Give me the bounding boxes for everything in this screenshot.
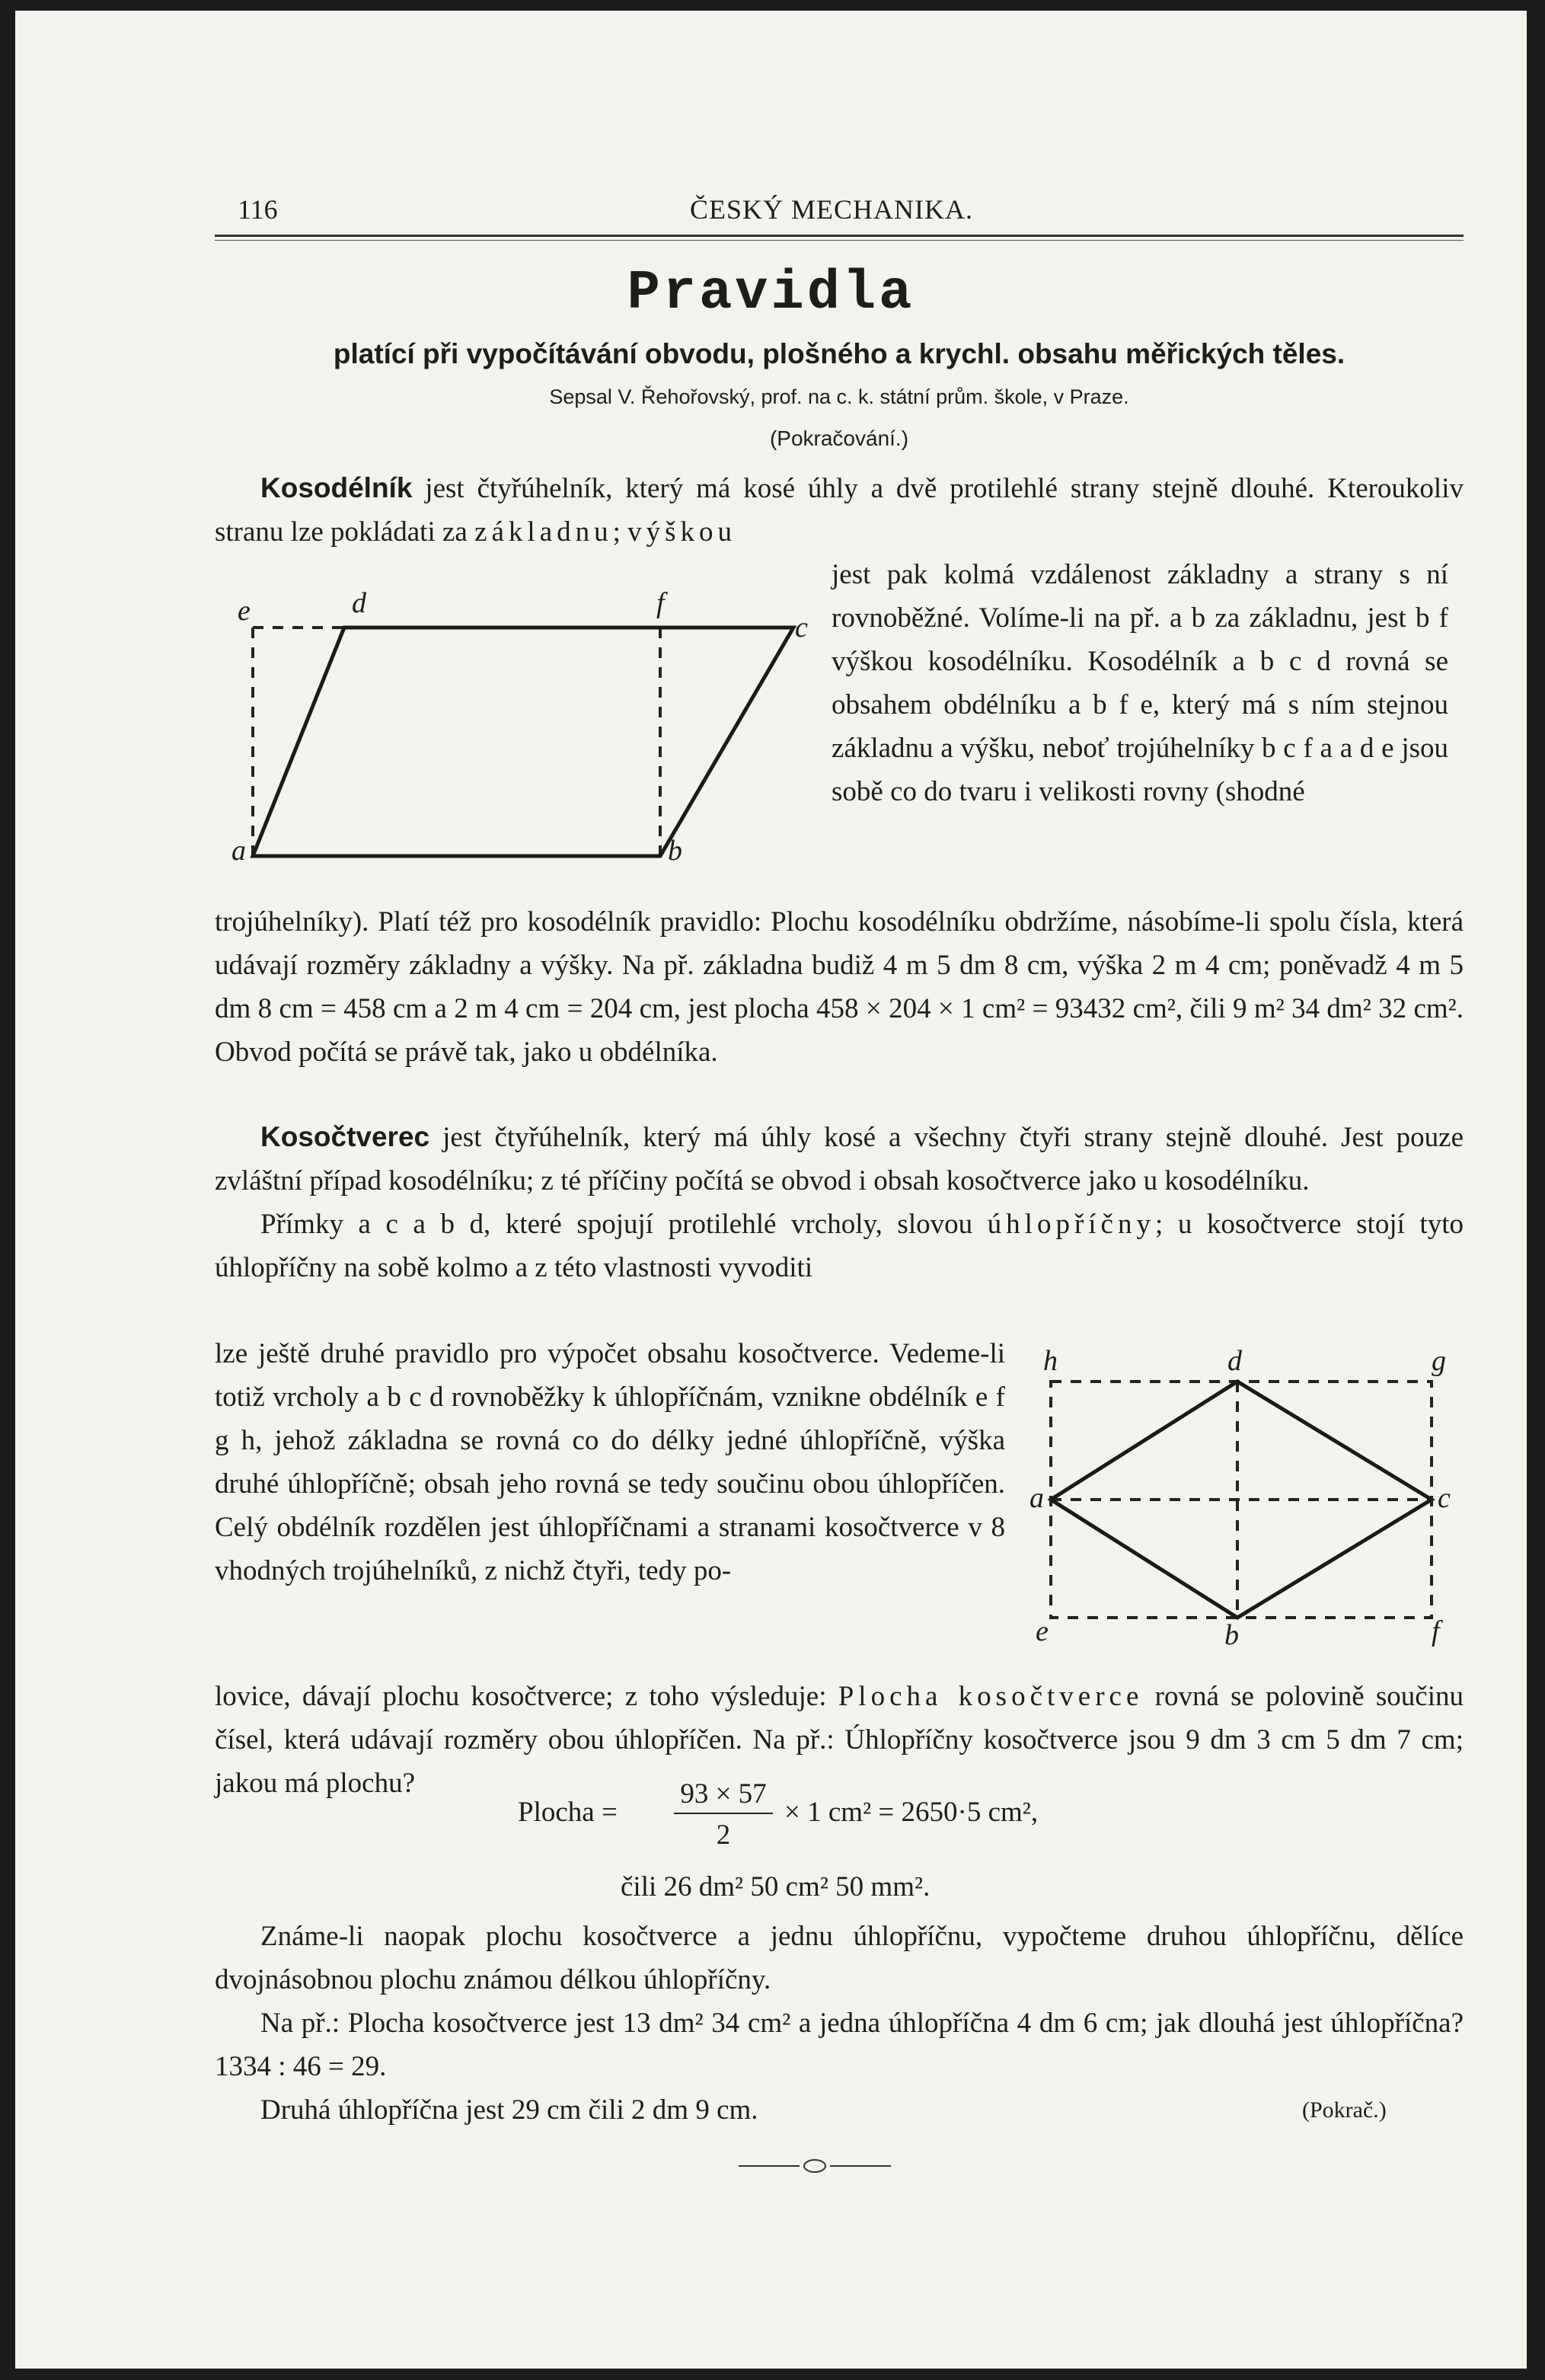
fig1-label-c: c — [795, 612, 808, 644]
term-zakladna: základnu — [474, 516, 613, 548]
separator: ; — [612, 516, 628, 548]
fig2-label-b: b — [1224, 1619, 1239, 1651]
term-kosodelnik: Kosodélník — [260, 472, 413, 503]
rule-text: rovná se polovině součinu čísel, která udávají rozměry obou úhlopříčen. Na př.: Úhlopříčny kosočtverce jsou 9 dm 3 cm 5 dm 7 cm; jakou má plochu? — [215, 1681, 1464, 1799]
area-formula — [518, 1778, 1279, 1870]
formula-numerator: 93 × 57 — [680, 1778, 767, 1810]
term-uhlopricny: úhlopříčny — [987, 1209, 1155, 1240]
fig1-label-a: a — [231, 835, 246, 867]
fig2-label-c: c — [1438, 1482, 1451, 1514]
fig2-label-e: e — [1036, 1615, 1049, 1647]
fraction-bar — [674, 1813, 773, 1814]
section-inverse — [215, 1915, 1464, 2132]
fig2-label-h: h — [1043, 1345, 1058, 1377]
page-number: 116 — [238, 194, 278, 225]
fig1-label-b: b — [668, 835, 682, 867]
fig1-label-e: e — [238, 595, 251, 627]
fig1-label-d: d — [352, 587, 366, 619]
section-parallelogram-wrap — [832, 553, 1448, 813]
article-title: Pravidla — [627, 262, 915, 324]
fig2-label-a: a — [1029, 1482, 1044, 1514]
parallelogram-abcd — [253, 628, 793, 856]
wrap-text: jest pak kolmá vzdálenost základny a strany s ní rovnoběžné. Volíme-li na př. a b za základnu, jest b f výškou kosodélníku. Kosodélník a b c d rovná se obsahem obdélníku a b f e, který má s ním stejnou základnu a výšku, neboť trojúhelníky b c f a a d e jsou sobě co do tvaru i velikosti rovny (shodné — [832, 559, 1448, 807]
fig2-label-d: d — [1227, 1345, 1242, 1377]
diagonals-text-b: ; u kosočtverce stojí tyto úhlopříčny na sobě kolmo a z této vlastnosti vyvoditi — [215, 1209, 1464, 1283]
ornament-divider — [739, 2151, 891, 2181]
rhombus-wrap-text: lze ještě druhé pravidlo pro výpočet obsahu kosočtverce. Vedeme-li totiž vrcholy a b c d rovnoběžky k úhlopříčnám, vznikne obdélník e f g h, jehož základna se rovná co do délky jedné úhlopříčně, výška druhé úhlopříčně; obsah jeho rovná se tedy součinu obou úhlopříčen. Celý obdélník rozdělen jest úhlopříčnami a stranami kosočtverce v 8 vhodných trojúhelníků, z nichž čtyři, tedy po- — [215, 1338, 1005, 1586]
author-line: Sepsal V. Řehořovský, prof. na c. k. státní prům. škole, v Praze. — [549, 385, 1129, 408]
section-parallelogram-intro — [215, 466, 1464, 554]
article-subtitle: platící při vypočítávání obvodu, plošného a krychl. obsahu měřických těles. — [333, 338, 1345, 369]
fig1-label-f: f — [656, 587, 665, 619]
section-rhombus-intro — [215, 1115, 1464, 1289]
section-rhombus-wrap — [215, 1332, 1005, 1593]
term-kosoctverec: Kosočtverec — [260, 1121, 430, 1152]
section-parallelogram-rest — [215, 900, 1464, 1074]
inverse-result: Druhá úhlopříčna jest 29 cm čili 2 dm 9 cm. — [260, 2094, 758, 2126]
formula-line2: čili 26 dm² 50 cm² 50 mm². — [621, 1871, 931, 1902]
intro-text: jest čtyřúhelník, který má kosé úhly a dvě protilehlé strany stejně dlouhé. Kteroukoliv stranu lze pokládati za — [215, 473, 1464, 548]
page-header — [215, 193, 1448, 232]
header-rule — [215, 235, 1464, 241]
inverse-example: Na př.: Plocha kosočtverce jest 13 dm² 34 cm² a jedna úhlopříčna 4 dm 6 cm; jak dlouhá jest úhlopříčna? 1334 : 46 = 29. — [215, 2008, 1464, 2082]
formula-rest: × 1 cm² = 2650·5 cm², — [784, 1797, 1039, 1828]
rhombus-definition: jest čtyřúhelník, který má úhly kosé a všechny čtyři strany stejně dlouhé. Jest pouze zvláštní případ kosodélníku; z té příčiny počítá se obvod i obsah kosočtverce jako u kosodélníku. — [215, 1122, 1464, 1196]
parallelogram-figure — [222, 574, 816, 879]
formula-label: Plocha = — [518, 1797, 618, 1828]
fig2-label-g: g — [1432, 1345, 1446, 1377]
rule-spaced: Plocha kosočtverce — [838, 1681, 1144, 1712]
running-title: ČESKÝ MECHANIKA. — [689, 194, 973, 225]
continuation-footer: (Pokrač.) — [1302, 2097, 1387, 2123]
diagonals-text-a: Přímky a c a b d, které spojují protilehlé vrcholy, slovou — [260, 1209, 988, 1240]
rest-text: trojúhelníky). Platí též pro kosodélník pravidlo: Plochu kosodélníku obdržíme, násobíme-li spolu čísla, která udávají rozměry základny a výšky. Na př. základna budiž 4 m 5 dm 8 cm, výška 2 m 4 cm; poněvadž 4 m 5 dm 8 cm = 458 cm a 2 m 4 cm = 204 cm, jest plocha 458 × 204 × 1 cm² = 93432 cm², čili 9 m² 34 dm² 32 cm². Obvod počítá se právě tak, jako u obdélníka. — [215, 906, 1464, 1068]
rhombus-figure — [1028, 1340, 1470, 1652]
inverse-rule: Známe-li naopak plochu kosočtverce a jednu úhlopříčnu, vypočteme druhou úhlopříčnu, dělíce dvojnásobnou plochu známou délkou úhlopříčny. — [215, 1921, 1464, 1995]
term-vyska: výškou — [627, 516, 737, 548]
section-rhombus-rest — [215, 1675, 1464, 1805]
fig2-label-f: f — [1432, 1615, 1440, 1647]
formula-denominator: 2 — [716, 1819, 731, 1851]
continuation-note: (Pokračování.) — [769, 426, 909, 450]
document-page — [15, 11, 1527, 2369]
rule-intro: lovice, dávají plochu kosočtverce; z toho výsleduje: — [215, 1681, 838, 1712]
